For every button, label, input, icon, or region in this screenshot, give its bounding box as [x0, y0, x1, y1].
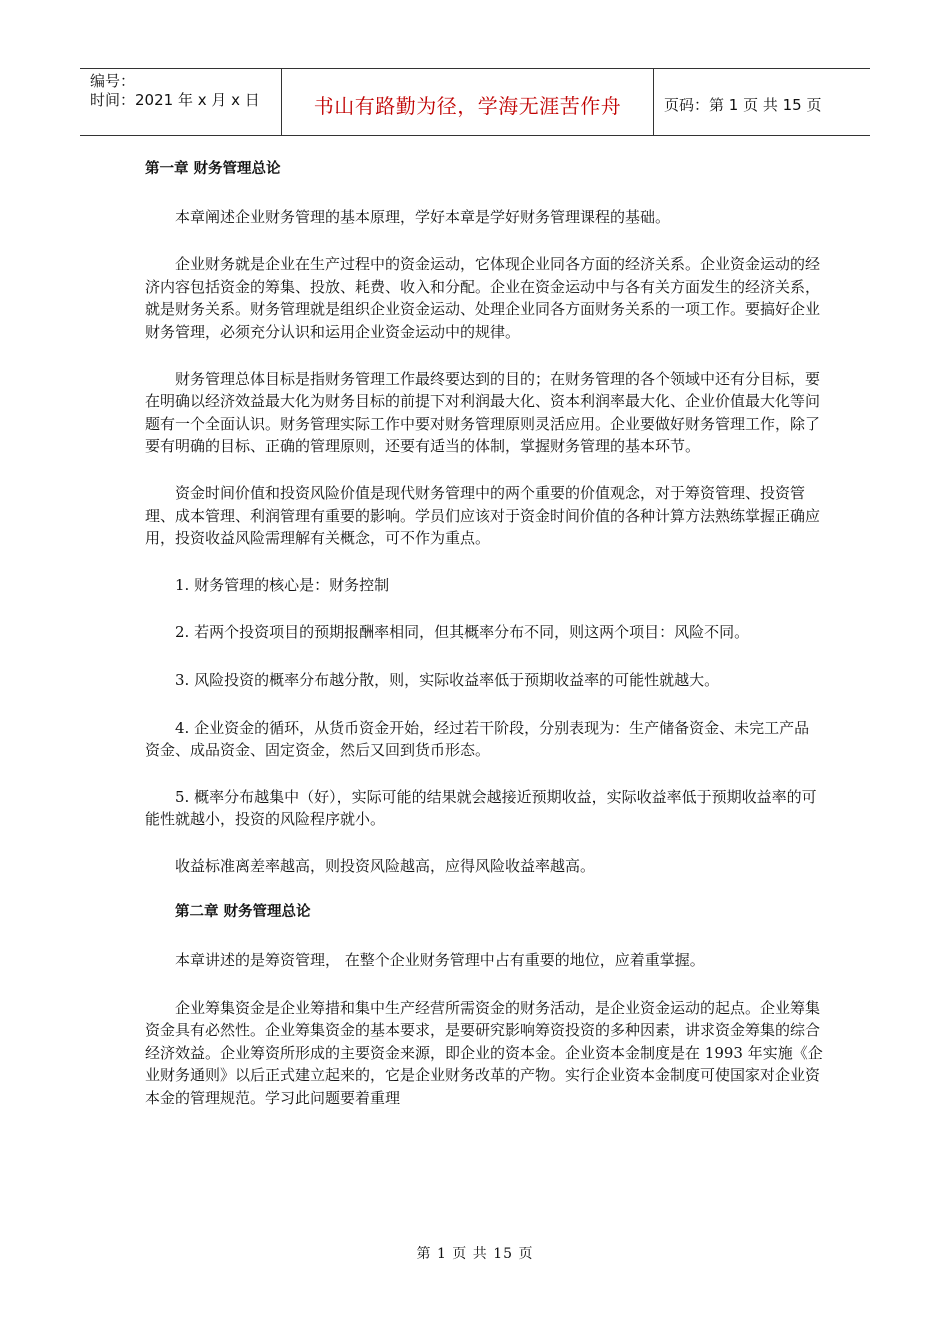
paragraph: 财务管理总体目标是指财务管理工作最终要达到的目的；在财务管理的各个领域中还有分目标，要在明确以经济效益最大化为财务目标的前提下对利润最大化、资本利润率最大化、企业价值最大化等问题有一个全面认识。财务管理实际工作中要对财务管理原则灵活应用。企业要做好财务管理工作，除了要有明确的目标、正确的管理原则，还要有适当的体制，掌握财务管理的基本环节。: [145, 369, 821, 456]
list-item: 4. 企业资金的循环，从货币资金开始，经过若干阶段，分别表现为：生产储备资金、未完工产品资金、成品资金、固定资金，然后又回到货币形态。: [145, 718, 810, 760]
document-number-label: 编号：: [90, 72, 136, 90]
paragraph: 企业财务就是企业在生产过程中的资金运动，它体现企业同各方面的经济关系。企业资金运动的经济内容包括资金的筹集、投放、耗费、收入和分配。企业在资金运动中与各有关方面发生的经济关系，就是财务关系。财务管理就是组织企业资金运动、处理企业同各方面财务关系的一项工作。要搞好企业财务管理，必须充分认识和运用企业资金运动中的规律。: [145, 255, 821, 341]
document-header: [80, 68, 870, 136]
list-item: 1. 财务管理的核心是：财务控制: [175, 575, 390, 594]
paragraph: 企业筹集资金是企业筹措和集中生产经营所需资金的财务活动，是企业资金运动的起点。企业筹集资金具有必然性。企业筹集资金的基本要求，是要研究影响筹资投资的多种因素，讲求资金筹集的综合经济效益。企业筹资所形成的主要资金来源，即企业的资本金。企业资本金制度是在 1993 年实施《企业财务通则》以后正式建立起来的，它是企业财务改革的产物。实行企业资本金制度可使国家对企业资本金的管理规范。学习此问题要着重理: [145, 998, 823, 1108]
chapter-1-title: 第一章 财务管理总论: [145, 161, 281, 177]
list-item: 2. 若两个投资项目的预期报酬率相同，但其概率分布不同，则这两个项目：风险不同。: [175, 623, 750, 642]
header-motto: 书山有路勤为径，学海无涯苦作舟: [313, 93, 622, 118]
document-body: [145, 158, 823, 1110]
list-item: 5. 概率分布越集中（好），实际可能的结果就会越接近预期收益，实际收益率低于预期收益率的可能性就越小，投资的风险程序就小。: [145, 787, 817, 829]
header-meta: [80, 69, 282, 135]
list-item: 3. 风险投资的概率分布越分散，则，实际收益率低于预期收益率的可能性就越大。: [175, 670, 720, 689]
paragraph: 本章阐述企业财务管理的基本原理，学好本章是学好财务管理课程的基础。: [175, 207, 671, 226]
paragraph: 收益标准离差率越高，则投资风险越高，应得风险收益率越高。: [175, 856, 596, 875]
chapter-2-title: 第二章 财务管理总论: [175, 904, 311, 921]
paragraph: 本章讲述的是筹资管理， 在整个企业财务管理中占有重要的地位，应着重掌握。: [175, 951, 705, 970]
header-motto-cell: [282, 69, 654, 135]
page-footer: 第 1 页 共 15 页: [416, 1246, 534, 1262]
header-page-code: 页码：第 1 页 共 15 页: [664, 95, 822, 114]
paragraph: 资金时间价值和投资风险价值是现代财务管理中的两个重要的价值观念，对于筹资管理、投资管理、成本管理、利润管理有重要的影响。学员们应该对于资金时间价值的各种计算方法熟练掌握正确应用，投资收益风险需理解有关概念，可不作为重点。: [145, 483, 821, 548]
document-date-label: 时间：2021 年 x 月 x 日: [90, 91, 260, 109]
